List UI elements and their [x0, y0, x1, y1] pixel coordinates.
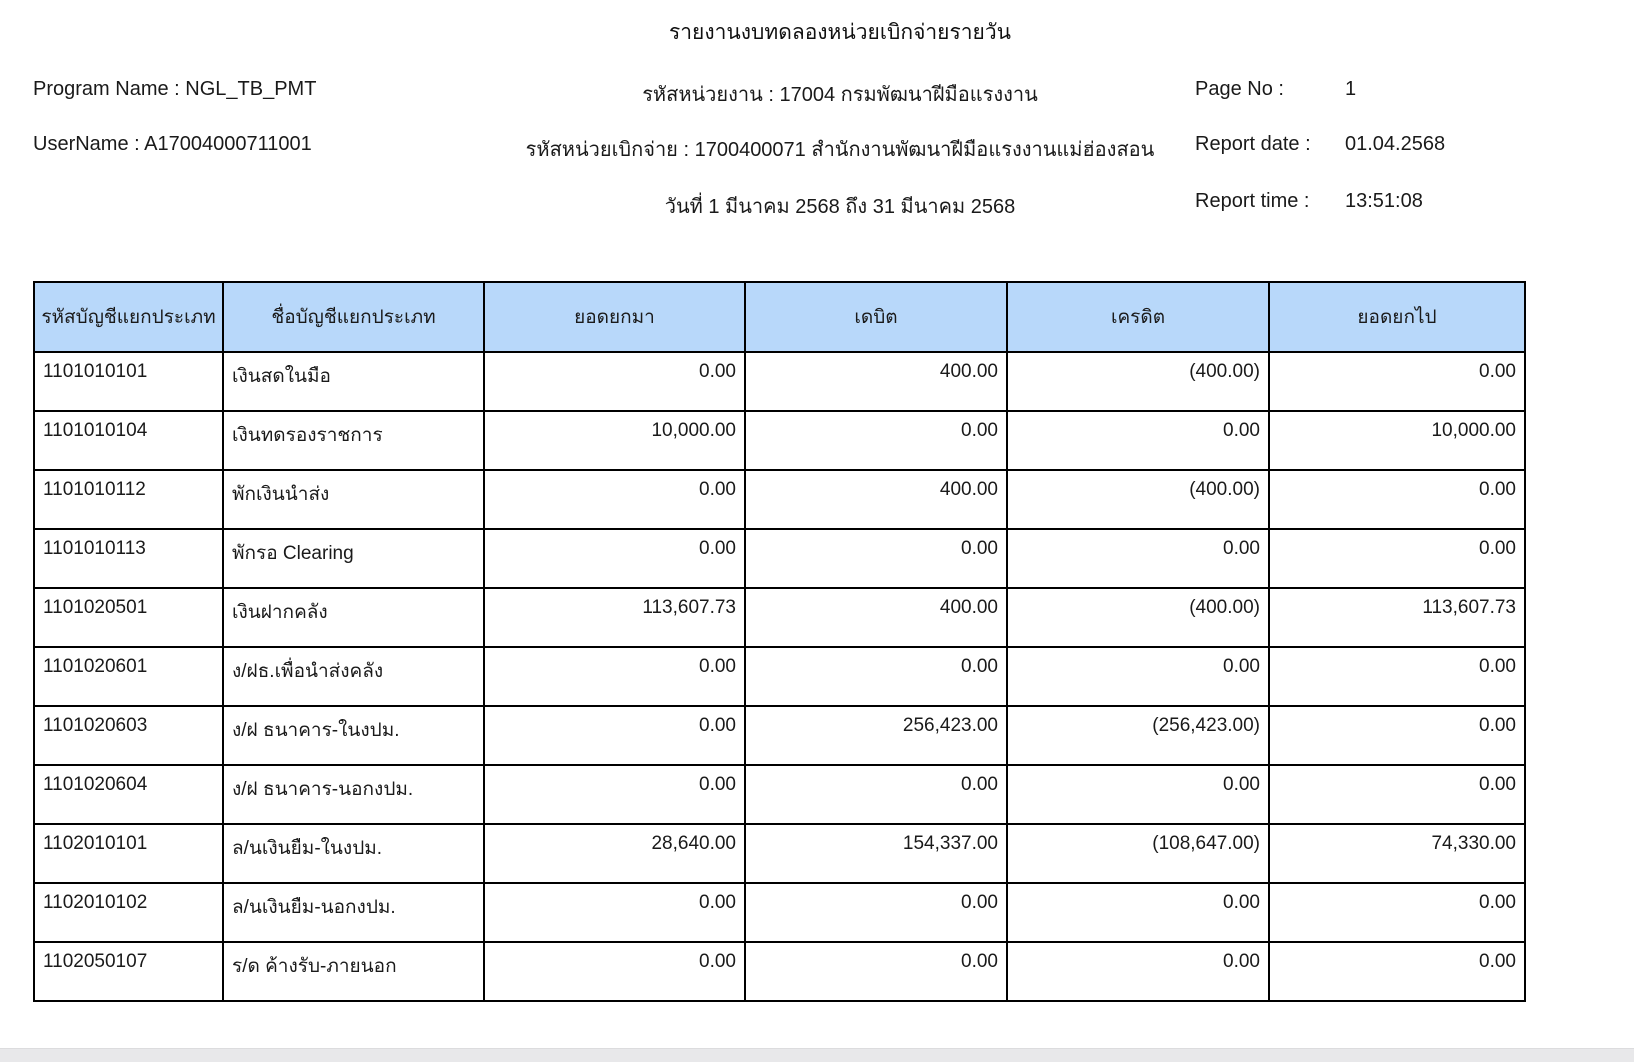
amount-cell: 0.00: [1269, 529, 1525, 588]
date-range-line: วันที่ 1 มีนาคม 2568 ถึง 31 มีนาคม 2568: [664, 196, 1016, 218]
col-header-account-name: ชื่อบัญชีแยกประเภท: [223, 282, 484, 352]
amount-cell: 0.00: [484, 706, 745, 765]
table-row: [34, 765, 1525, 824]
col-header-debit: เดบิต: [745, 282, 1007, 352]
col-header-brought-forward: ยอดยกมา: [484, 282, 745, 352]
account-name-cell: พักรอ Clearing: [223, 529, 484, 588]
amount-cell: 0.00: [745, 883, 1007, 942]
amount-cell: 0.00: [484, 765, 745, 824]
table-row: [34, 352, 1525, 411]
amount-cell: 0.00: [1007, 411, 1269, 470]
table-row: [34, 647, 1525, 706]
table-row: [34, 529, 1525, 588]
amount-cell: (256,423.00): [1007, 706, 1269, 765]
report-title: รายงานงบทดลองหน่วยเบิกจ่ายรายวัน: [668, 21, 1012, 44]
amount-cell: 10,000.00: [484, 411, 745, 470]
amount-cell: 0.00: [484, 352, 745, 411]
amount-cell: 0.00: [745, 647, 1007, 706]
amount-cell: (400.00): [1007, 352, 1269, 411]
account-name-cell: พักเงินนำส่ง: [223, 470, 484, 529]
amount-cell: 154,337.00: [745, 824, 1007, 883]
amount-cell: 0.00: [1007, 883, 1269, 942]
table-row: [34, 706, 1525, 765]
trial-balance-table: [33, 281, 1526, 1002]
amount-cell: 0.00: [745, 765, 1007, 824]
amount-cell: 0.00: [484, 529, 745, 588]
amount-cell: 0.00: [484, 647, 745, 706]
account-code-cell: 1102010101: [34, 824, 223, 883]
col-header-carried-forward: ยอดยกไป: [1269, 282, 1525, 352]
account-code-cell: 1101020501: [34, 588, 223, 647]
disbursement-unit-line: รหัสหน่วยเบิกจ่าย : 1700400071 สำนักงานพัฒนาฝีมือแรงงานแม่ฮ่องสอน: [525, 139, 1155, 161]
table-row: [34, 942, 1525, 1001]
account-code-cell: 1101020601: [34, 647, 223, 706]
account-name-cell: ร/ด ค้างรับ-ภายนอก: [223, 942, 484, 1001]
table-header-row: [34, 282, 1525, 352]
account-name-cell: ง/ฝ ธนาคาร-ในงปม.: [223, 706, 484, 765]
user-name: UserName : A17004000711001: [33, 133, 312, 155]
amount-cell: (400.00): [1007, 588, 1269, 647]
amount-cell: 74,330.00: [1269, 824, 1525, 883]
page-no-label: Page No :: [1195, 78, 1284, 100]
amount-cell: 0.00: [1269, 765, 1525, 824]
account-code-cell: 1101010112: [34, 470, 223, 529]
amount-cell: 0.00: [484, 470, 745, 529]
amount-cell: 10,000.00: [1269, 411, 1525, 470]
amount-cell: 0.00: [1269, 883, 1525, 942]
amount-cell: 400.00: [745, 470, 1007, 529]
account-name-cell: เงินสดในมือ: [223, 352, 484, 411]
amount-cell: 0.00: [484, 883, 745, 942]
table-row: [34, 824, 1525, 883]
amount-cell: 0.00: [1269, 647, 1525, 706]
amount-cell: 0.00: [745, 942, 1007, 1001]
amount-cell: (400.00): [1007, 470, 1269, 529]
horizontal-scrollbar[interactable]: [0, 1048, 1634, 1062]
account-name-cell: เงินทดรองราชการ: [223, 411, 484, 470]
account-code-cell: 1101020603: [34, 706, 223, 765]
amount-cell: 0.00: [745, 411, 1007, 470]
amount-cell: 0.00: [1007, 765, 1269, 824]
account-name-cell: ล/นเงินยืม-ในงปม.: [223, 824, 484, 883]
amount-cell: 0.00: [745, 529, 1007, 588]
account-code-cell: 1101020604: [34, 765, 223, 824]
amount-cell: 400.00: [745, 588, 1007, 647]
account-name-cell: ง/ฝ ธนาคาร-นอกงปม.: [223, 765, 484, 824]
table-row: [34, 588, 1525, 647]
report-date-label: Report date :: [1195, 133, 1311, 155]
amount-cell: 0.00: [484, 942, 745, 1001]
amount-cell: 28,640.00: [484, 824, 745, 883]
amount-cell: 0.00: [1269, 706, 1525, 765]
report-time-value: 13:51:08: [1345, 190, 1423, 212]
account-code-cell: 1101010113: [34, 529, 223, 588]
amount-cell: 0.00: [1007, 529, 1269, 588]
report-date-value: 01.04.2568: [1345, 133, 1446, 155]
col-header-credit: เครดิต: [1007, 282, 1269, 352]
agency-line: รหัสหน่วยงาน : 17004 กรมพัฒนาฝีมือแรงงาน: [642, 84, 1038, 106]
account-name-cell: ง/ฝธ.เพื่อนำส่งคลัง: [223, 647, 484, 706]
table-row: [34, 411, 1525, 470]
amount-cell: (108,647.00): [1007, 824, 1269, 883]
amount-cell: 256,423.00: [745, 706, 1007, 765]
amount-cell: 0.00: [1269, 470, 1525, 529]
amount-cell: 0.00: [1007, 942, 1269, 1001]
account-code-cell: 1101010104: [34, 411, 223, 470]
amount-cell: 0.00: [1007, 647, 1269, 706]
table-row: [34, 470, 1525, 529]
report-time-label: Report time :: [1195, 190, 1310, 212]
amount-cell: 0.00: [1269, 942, 1525, 1001]
table-row: [34, 883, 1525, 942]
amount-cell: 113,607.73: [1269, 588, 1525, 647]
account-name-cell: เงินฝากคลัง: [223, 588, 484, 647]
account-code-cell: 1101010101: [34, 352, 223, 411]
account-code-cell: 1102010102: [34, 883, 223, 942]
report-table-body: [34, 352, 1525, 1001]
account-code-cell: 1102050107: [34, 942, 223, 1001]
page-no-value: 1: [1345, 78, 1357, 100]
account-name-cell: ล/นเงินยืม-นอกงปม.: [223, 883, 484, 942]
amount-cell: 0.00: [1269, 352, 1525, 411]
program-name: Program Name : NGL_TB_PMT: [33, 78, 317, 100]
amount-cell: 113,607.73: [484, 588, 745, 647]
col-header-account-code: รหัสบัญชีแยกประเภท: [34, 282, 223, 352]
amount-cell: 400.00: [745, 352, 1007, 411]
